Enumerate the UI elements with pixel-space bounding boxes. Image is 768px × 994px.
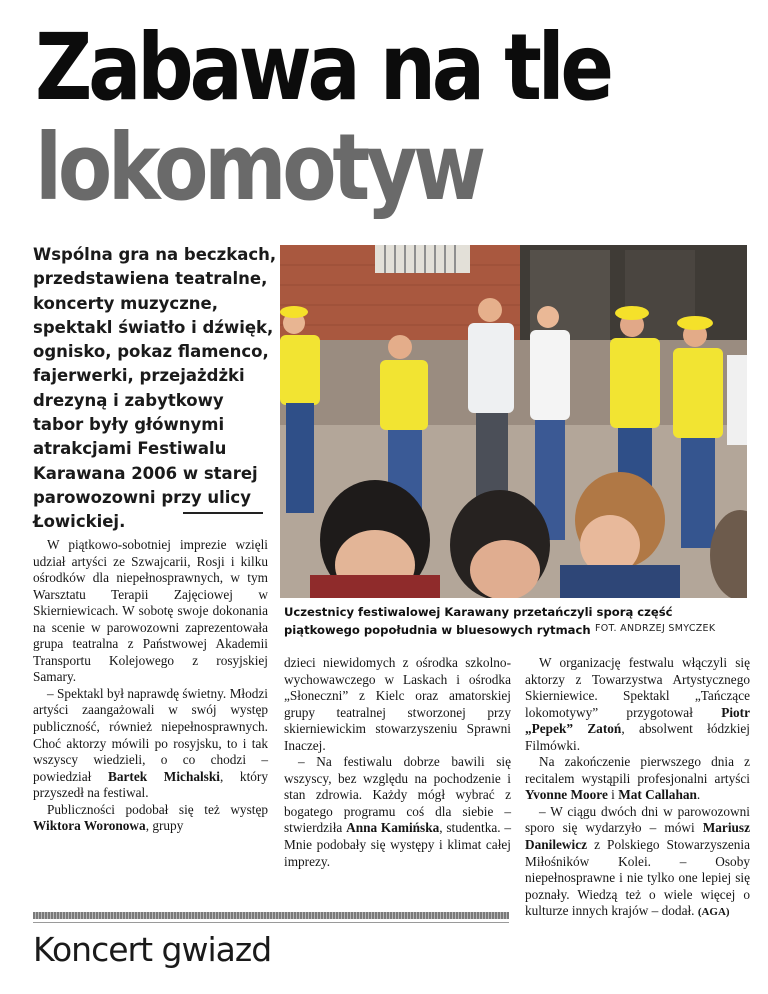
- paragraph: [525, 804, 750, 921]
- article-column-3: [525, 655, 750, 921]
- paragraph-text: W organizację festwalu włączyli się aktorzy z Towarzystwa Artystycznego Skierniewice. Spektakl „Tańczące lokomotywy” przygotował: [525, 655, 750, 720]
- photo-caption: Uczestnicy festiwalowej Karawany przetańczyli sporą część piątkowego popołudnia w bluesowych rytmach: [284, 605, 673, 637]
- person-name: Anna Kamińska: [346, 820, 440, 836]
- lead-paragraph: Wspólna gra na beczkach, przedstawiena teatralne, koncerty muzyczne, spektakl światło i dźwięk, ognisko, pokaz flamenco, fajerwerki, przejażdżki drezyną i zabytkowy tabor były głównymi atrakcjami Festiwalu Karawana 2006 w starej parowozowni przy ulicy Łowickiej.: [33, 245, 277, 532]
- paragraph: [33, 537, 268, 686]
- article-column-1: [33, 537, 268, 835]
- paragraph-text: – W ciągu dwóch dni w parowozowni sporo się wydarzyło – mówi: [525, 803, 750, 836]
- festival-photo: [280, 245, 747, 598]
- paragraph: [284, 655, 511, 754]
- paragraph-text: i: [607, 787, 619, 803]
- person-name: Yvonne Moore: [525, 787, 608, 803]
- paragraph: [525, 754, 750, 804]
- paragraph-text: Publiczności podobał się też występ: [47, 801, 268, 817]
- paragraph-text: , grupy: [145, 818, 184, 834]
- section-heading: Koncert gwiazd: [33, 930, 272, 969]
- headline: [35, 14, 610, 221]
- paragraph: [33, 686, 268, 802]
- paragraph: [525, 655, 750, 754]
- photo-credit: FOT. ANDRZEJ SMYCZEK: [595, 623, 716, 634]
- paragraph-text: , absolwent łódzkiej Filmówki.: [525, 721, 750, 753]
- article-column-2: [284, 655, 511, 870]
- paragraph: [33, 802, 268, 835]
- person-name: Mat Callahan: [618, 787, 697, 803]
- person-name: Piotr „Pepek” Zatoń: [525, 704, 750, 737]
- paragraph-text: – Spektakl był naprawdę świetny. Młodzi artyści zaangażowali w swój występ publiczność, również niepełnosprawnych. Choć aktorzy mówili po rosyjsku, to i tak wszyscy wiedzieli, o co chodzi – powiedział: [33, 685, 268, 784]
- paragraph-text: – Na festiwalu dobrze bawili się wszyscy, bez względu na pochodzenie i stan zdrowia. Każdy mógł wybrać z bogatego programu coś dla siebie – stwierdziła: [284, 754, 511, 836]
- person-name: Wiktora Woronowa: [33, 818, 146, 834]
- section-divider-line: [33, 922, 509, 923]
- headline-line-1: Zabawa na tle: [35, 14, 610, 121]
- person-name: Bartek Michalski: [108, 768, 220, 784]
- paragraph-text: , studentka. – Mnie podobały się występy i klimat całej imprezy.: [284, 820, 512, 869]
- paragraph-text: .: [696, 787, 701, 803]
- paragraph-text: dzieci niewidomych z ośrodka szkolno-wychowawczego w Laskach i ośrodka „Słoneczni” z Kielc oraz amatorskiej grupy teatralnej stworzonej przy skierniewickim stowarzyszeniu Sprawni Inaczej.: [284, 655, 511, 753]
- lead-underline: [183, 512, 263, 514]
- paragraph-text: , który przyszedł na festiwal.: [33, 768, 268, 801]
- paragraph: [284, 754, 511, 870]
- paragraph-text: Na zakończenie pierwszego dnia z recitalem wystąpili profesjonalni artyści: [525, 754, 750, 786]
- paragraph-text: W piątkowo-sobotniej imprezie wzięli udział artyści ze Szwajcarii, Rosji i kilku ośrodków dla niepełnosprawnych, w tym Warsztatu Terapii Zajęciowej w Skierniewicach. W sobotę swoje dokonania na scenie w parowozowni zaprezentowała grupa teatralna z Państwowej Akademii Transportu Kolejowego z rosyjskiej Samary.: [33, 537, 268, 685]
- person-name: Mariusz Danilewicz: [525, 820, 750, 853]
- paragraph-text: z Polskiego Stowarzyszenia Miłośników Kolei. – Osoby niepełnosprawne i nie tylko one lepiej się poznały. Wiedzą też o wiele więcej o kulturze innych krajów – dodał.: [525, 837, 750, 919]
- section-divider: [33, 912, 509, 919]
- author-signature: (AGA): [697, 906, 730, 919]
- headline-line-2: lokomotyw: [35, 114, 482, 221]
